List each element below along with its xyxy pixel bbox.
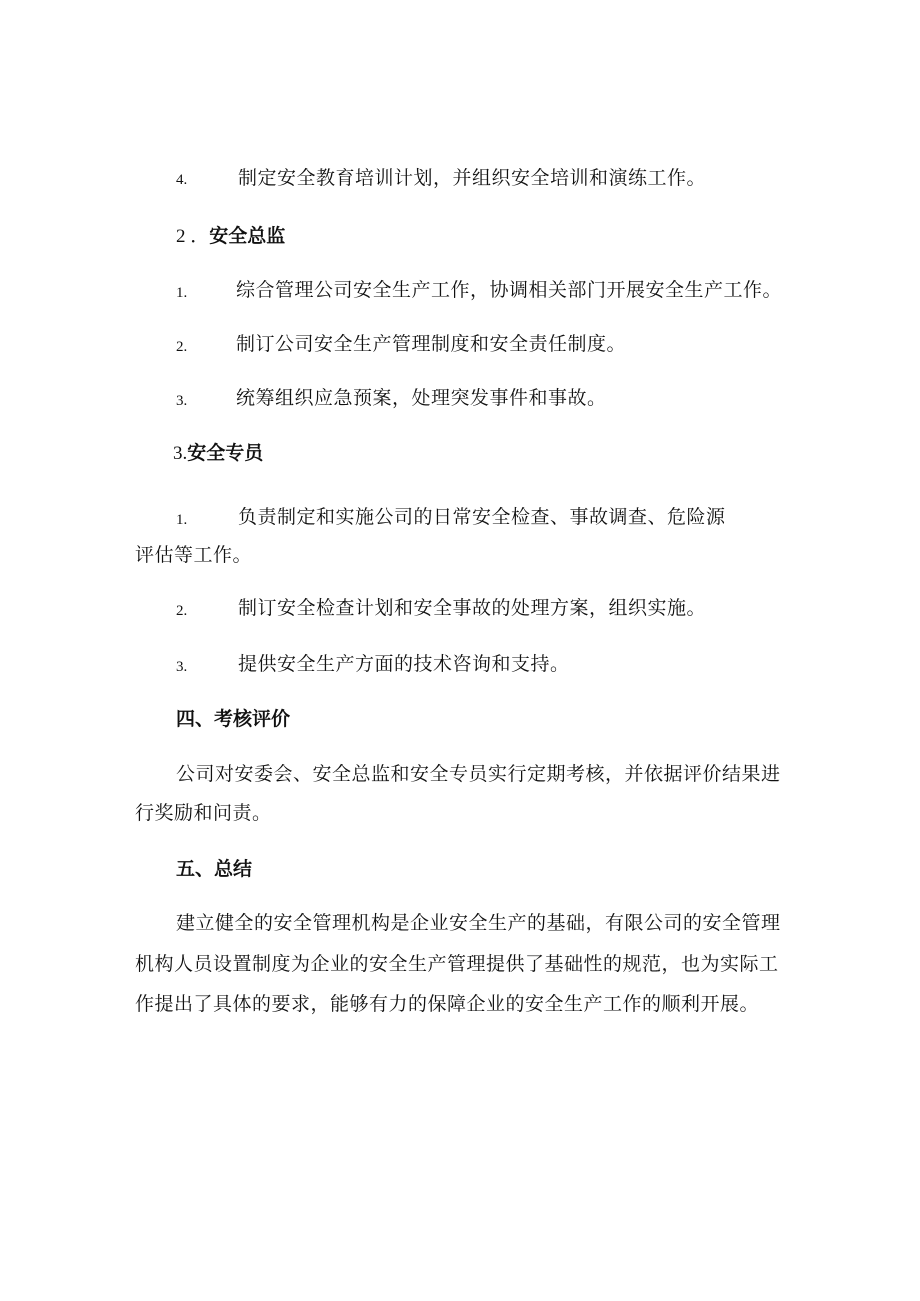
paragraph-line: 建立健全的安全管理机构是企业安全生产的基础，有限公司的安全管理 <box>176 912 781 934</box>
list-item-number: 3. <box>176 659 188 675</box>
list-item-text: 制订安全检查计划和安全事故的处理方案，组织实施。 <box>238 597 707 619</box>
paragraph-line: 公司对安委会、安全总监和安全专员实行定期考核，并依据评价结果进 <box>176 763 781 785</box>
section-heading-number: 2 ． <box>176 226 210 247</box>
section-heading-safety-officer <box>173 441 263 466</box>
section-heading-number: 3. <box>173 443 188 464</box>
section-heading-title: 安全总监 <box>209 225 286 247</box>
list-item-text: 制定安全教育培训计划，并组织安全培训和演练工作。 <box>238 167 707 189</box>
section-heading-title: 安全专员 <box>187 442 264 464</box>
list-item-text: 提供安全生产方面的技术咨询和支持。 <box>238 653 570 675</box>
list-item-text: 负责制定和实施公司的日常安全检查、事故调查、危险源 <box>238 506 726 528</box>
section-heading-title: 五、总结 <box>176 858 253 880</box>
list-item-number: 2. <box>176 339 188 355</box>
list-item-number: 4. <box>176 172 188 188</box>
section-heading-summary <box>176 857 252 881</box>
list-item-number: 2. <box>176 603 188 619</box>
list-item-number: 1. <box>176 512 188 528</box>
paragraph-line: 作提出了具体的要求，能够有力的保障企业的安全生产工作的顺利开展。 <box>135 993 760 1015</box>
list-item-number: 3. <box>176 393 188 409</box>
list-item-text: 综合管理公司安全生产工作，协调相关部门开展安全生产工作。 <box>236 279 783 301</box>
list-item-text-continued: 评估等工作。 <box>135 544 253 566</box>
list-item-text: 统筹组织应急预案，处理突发事件和事故。 <box>236 387 607 409</box>
paragraph-line: 机构人员设置制度为企业的安全生产管理提供了基础性的规范，也为实际工 <box>135 953 779 975</box>
paragraph-line: 行奖励和问责。 <box>135 802 272 824</box>
list-item-number: 1. <box>176 285 188 301</box>
section-heading-title: 四、考核评价 <box>176 708 291 730</box>
list-item-text: 制订公司安全生产管理制度和安全责任制度。 <box>236 333 627 355</box>
section-heading-safety-director <box>176 224 285 249</box>
section-heading-assessment <box>176 707 290 731</box>
